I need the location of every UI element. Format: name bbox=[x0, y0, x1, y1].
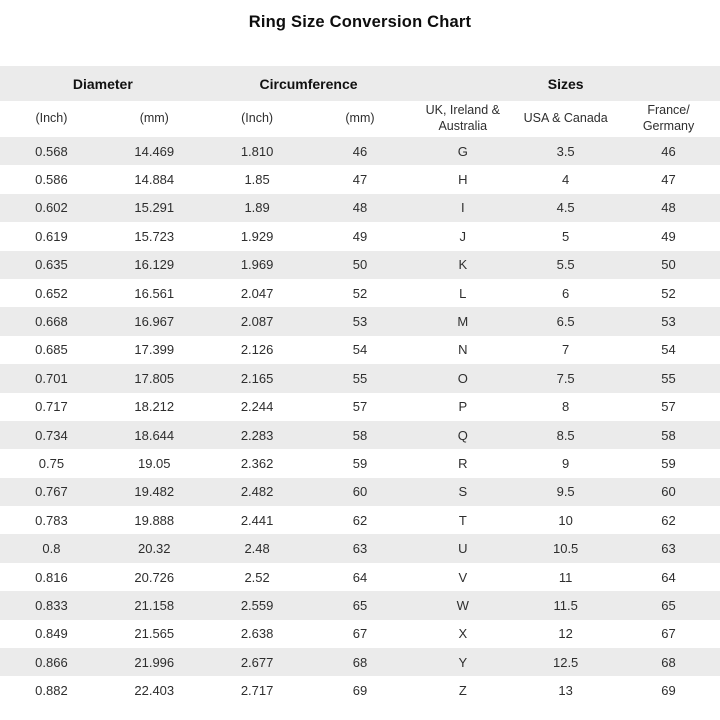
table-cell: 7 bbox=[562, 342, 570, 358]
table-cell: 14.469 bbox=[134, 143, 175, 159]
table-cell: 0.586 bbox=[35, 172, 68, 188]
table-cell: 10 bbox=[558, 512, 573, 528]
table-cell: 17.399 bbox=[134, 342, 175, 358]
table-cell: Q bbox=[457, 427, 468, 443]
table-cell: 1.89 bbox=[244, 200, 270, 216]
col-header-usa-canada: USA & Canada bbox=[523, 111, 608, 126]
table-cell: 2.244 bbox=[240, 399, 274, 415]
table-cell: 12.5 bbox=[552, 654, 579, 670]
table-cell: 15.291 bbox=[134, 200, 175, 216]
table-cell: 14.884 bbox=[134, 172, 175, 188]
table-cell: G bbox=[457, 143, 468, 159]
table-cell: 2.638 bbox=[240, 626, 274, 642]
col-header-diameter-mm: (mm) bbox=[139, 111, 169, 126]
table-cell: O bbox=[457, 370, 468, 386]
table-cell: 59 bbox=[661, 455, 676, 471]
col-header-circumference-mm: (mm) bbox=[345, 111, 375, 126]
table-cell: 21.158 bbox=[134, 597, 175, 613]
table-row bbox=[0, 648, 720, 676]
table-cell: 68 bbox=[661, 654, 676, 670]
table-cell: 60 bbox=[661, 484, 676, 500]
table-cell: 52 bbox=[661, 285, 676, 301]
table-cell: 13 bbox=[558, 683, 573, 699]
table-row bbox=[0, 336, 720, 364]
table-cell: 59 bbox=[352, 455, 368, 471]
table-cell: 48 bbox=[661, 200, 676, 216]
table-cell: 4 bbox=[562, 172, 570, 188]
table-cell: 62 bbox=[661, 512, 676, 528]
table-row bbox=[0, 165, 720, 193]
column-header-row bbox=[0, 101, 720, 137]
table-body bbox=[0, 137, 720, 705]
table-row bbox=[0, 676, 720, 704]
table-cell: 2.283 bbox=[240, 427, 274, 443]
table-cell: 8.5 bbox=[556, 427, 575, 443]
table-cell: 47 bbox=[352, 172, 368, 188]
table-cell: 63 bbox=[352, 541, 368, 557]
table-cell: 0.866 bbox=[35, 654, 68, 670]
table-cell: 22.403 bbox=[134, 683, 175, 699]
table-cell: 57 bbox=[661, 399, 676, 415]
table-cell: 50 bbox=[352, 257, 368, 273]
table-cell: N bbox=[458, 342, 468, 358]
table-cell: X bbox=[458, 626, 468, 642]
table-cell: Z bbox=[458, 683, 467, 699]
table-cell: 68 bbox=[352, 654, 368, 670]
table-cell: 67 bbox=[352, 626, 368, 642]
table-row bbox=[0, 506, 720, 534]
table-cell: 65 bbox=[661, 597, 676, 613]
table-row bbox=[0, 279, 720, 307]
table-cell: J bbox=[459, 228, 467, 244]
table-cell: 46 bbox=[352, 143, 368, 159]
table-cell: 65 bbox=[352, 597, 368, 613]
table-cell: Y bbox=[458, 654, 468, 670]
table-cell: K bbox=[458, 257, 468, 273]
ring-size-conversion-table bbox=[0, 66, 720, 705]
table-cell: 64 bbox=[661, 569, 676, 585]
table-cell: 1.810 bbox=[240, 143, 274, 159]
table-row bbox=[0, 393, 720, 421]
table-cell: 6.5 bbox=[556, 314, 575, 330]
table-cell: 19.05 bbox=[137, 455, 171, 471]
table-cell: 10.5 bbox=[552, 541, 579, 557]
table-cell: 16.129 bbox=[134, 257, 175, 273]
table-header bbox=[0, 66, 720, 137]
table-cell: 2.126 bbox=[240, 342, 274, 358]
table-cell: 0.602 bbox=[35, 200, 68, 216]
table-cell: 16.561 bbox=[134, 285, 175, 301]
table-cell: 53 bbox=[352, 314, 368, 330]
table-cell: 50 bbox=[661, 257, 676, 273]
table-cell: 5.5 bbox=[556, 257, 575, 273]
table-cell: 1.85 bbox=[244, 172, 270, 188]
table-cell: 48 bbox=[352, 200, 368, 216]
table-cell: 3.5 bbox=[556, 143, 575, 159]
table-cell: 62 bbox=[352, 512, 368, 528]
table-cell: 2.559 bbox=[240, 597, 274, 613]
table-cell: 7.5 bbox=[556, 370, 575, 386]
table-row bbox=[0, 421, 720, 449]
table-cell: 20.32 bbox=[137, 541, 171, 557]
group-header-circumference: Circumference bbox=[259, 75, 358, 92]
table-cell: 0.635 bbox=[35, 257, 68, 273]
table-cell: 53 bbox=[661, 314, 676, 330]
table-cell: 55 bbox=[661, 370, 676, 386]
table-cell: I bbox=[460, 200, 465, 216]
table-cell: 0.8 bbox=[42, 541, 61, 557]
table-cell: 46 bbox=[661, 143, 676, 159]
table-row bbox=[0, 563, 720, 591]
table-cell: 16.967 bbox=[134, 314, 175, 330]
table-cell: 2.717 bbox=[240, 683, 274, 699]
table-cell: 11.5 bbox=[553, 597, 578, 613]
table-cell: 0.619 bbox=[35, 228, 68, 244]
table-cell: 0.685 bbox=[35, 342, 68, 358]
table-cell: 47 bbox=[661, 172, 676, 188]
table-cell: 8 bbox=[562, 399, 570, 415]
col-header-circumference-inch: (Inch) bbox=[241, 111, 274, 126]
table-cell: V bbox=[458, 569, 468, 585]
table-cell: 18.644 bbox=[134, 427, 175, 443]
table-cell: 60 bbox=[352, 484, 368, 500]
table-cell: 1.969 bbox=[240, 257, 274, 273]
table-cell: M bbox=[457, 314, 469, 330]
table-cell: 57 bbox=[352, 399, 368, 415]
table-cell: 0.882 bbox=[35, 683, 68, 699]
table-cell: 0.701 bbox=[35, 370, 68, 386]
table-cell: 0.668 bbox=[35, 314, 68, 330]
table-cell: 0.783 bbox=[35, 512, 68, 528]
table-cell: 63 bbox=[661, 541, 676, 557]
table-cell: T bbox=[458, 512, 467, 528]
col-header-uk-ireland-australia: UK, Ireland & Australia bbox=[425, 103, 500, 133]
group-header-sizes: Sizes bbox=[547, 75, 584, 92]
table-cell: 2.047 bbox=[240, 285, 274, 301]
table-cell: 55 bbox=[352, 370, 368, 386]
table-cell: 2.087 bbox=[240, 314, 274, 330]
table-cell: 18.212 bbox=[134, 399, 175, 415]
table-cell: 15.723 bbox=[134, 228, 175, 244]
table-cell: 0.849 bbox=[35, 626, 68, 642]
table-row bbox=[0, 222, 720, 250]
table-row bbox=[0, 449, 720, 477]
table-cell: 0.717 bbox=[35, 399, 68, 415]
table-cell: 20.726 bbox=[134, 569, 175, 585]
table-cell: 12 bbox=[558, 626, 573, 642]
table-cell: 19.888 bbox=[134, 512, 175, 528]
table-cell: 6 bbox=[562, 285, 570, 301]
table-cell: 69 bbox=[352, 683, 368, 699]
table-cell: 0.767 bbox=[35, 484, 68, 500]
table-row bbox=[0, 591, 720, 619]
table-cell: 49 bbox=[661, 228, 676, 244]
table-cell: 54 bbox=[661, 342, 676, 358]
table-cell: 21.996 bbox=[134, 654, 175, 670]
table-row bbox=[0, 478, 720, 506]
table-cell: H bbox=[458, 172, 468, 188]
table-cell: 21.565 bbox=[134, 626, 175, 642]
col-header-france-germany: France/ Germany bbox=[642, 103, 695, 133]
table-cell: 0.568 bbox=[35, 143, 68, 159]
table-cell: 4.5 bbox=[556, 200, 575, 216]
table-row bbox=[0, 137, 720, 165]
table-cell: 5 bbox=[562, 228, 570, 244]
table-row bbox=[0, 251, 720, 279]
table-cell: 52 bbox=[352, 285, 368, 301]
table-cell: 64 bbox=[352, 569, 368, 585]
table-cell: 58 bbox=[352, 427, 368, 443]
table-cell: 9.5 bbox=[556, 484, 575, 500]
table-row bbox=[0, 307, 720, 335]
table-cell: W bbox=[456, 597, 469, 613]
table-cell: 2.362 bbox=[240, 455, 274, 471]
table-cell: 19.482 bbox=[134, 484, 175, 500]
table-cell: U bbox=[458, 541, 468, 557]
table-cell: 58 bbox=[661, 427, 676, 443]
table-cell: R bbox=[458, 455, 468, 471]
table-row bbox=[0, 534, 720, 562]
table-cell: 2.165 bbox=[240, 370, 274, 386]
table-cell: 69 bbox=[661, 683, 676, 699]
page-title: Ring Size Conversion Chart bbox=[248, 13, 472, 31]
table-cell: 1.929 bbox=[240, 228, 274, 244]
table-cell: 2.677 bbox=[240, 654, 274, 670]
table-cell: 49 bbox=[352, 228, 368, 244]
table-cell: 9 bbox=[562, 455, 570, 471]
table-cell: 0.833 bbox=[35, 597, 68, 613]
table-cell: L bbox=[459, 285, 467, 301]
table-row bbox=[0, 364, 720, 392]
table-cell: 2.48 bbox=[244, 541, 270, 557]
table-cell: 2.52 bbox=[244, 569, 270, 585]
table-cell: 0.816 bbox=[35, 569, 68, 585]
table-cell: 0.652 bbox=[35, 285, 68, 301]
group-header-diameter: Diameter bbox=[72, 75, 133, 92]
table-cell: 0.734 bbox=[35, 427, 68, 443]
table-cell: 54 bbox=[352, 342, 368, 358]
table-cell: 11 bbox=[558, 569, 573, 585]
table-row bbox=[0, 620, 720, 648]
group-header-row bbox=[0, 66, 720, 101]
table-cell: P bbox=[458, 399, 468, 415]
table-cell: 67 bbox=[661, 626, 676, 642]
table-cell: 0.75 bbox=[38, 455, 65, 471]
table-row bbox=[0, 194, 720, 222]
col-header-diameter-inch: (Inch) bbox=[35, 111, 68, 126]
table-cell: 2.441 bbox=[240, 512, 274, 528]
table-cell: 2.482 bbox=[240, 484, 274, 500]
table-cell: 17.805 bbox=[134, 370, 175, 386]
table-cell: S bbox=[458, 484, 468, 500]
